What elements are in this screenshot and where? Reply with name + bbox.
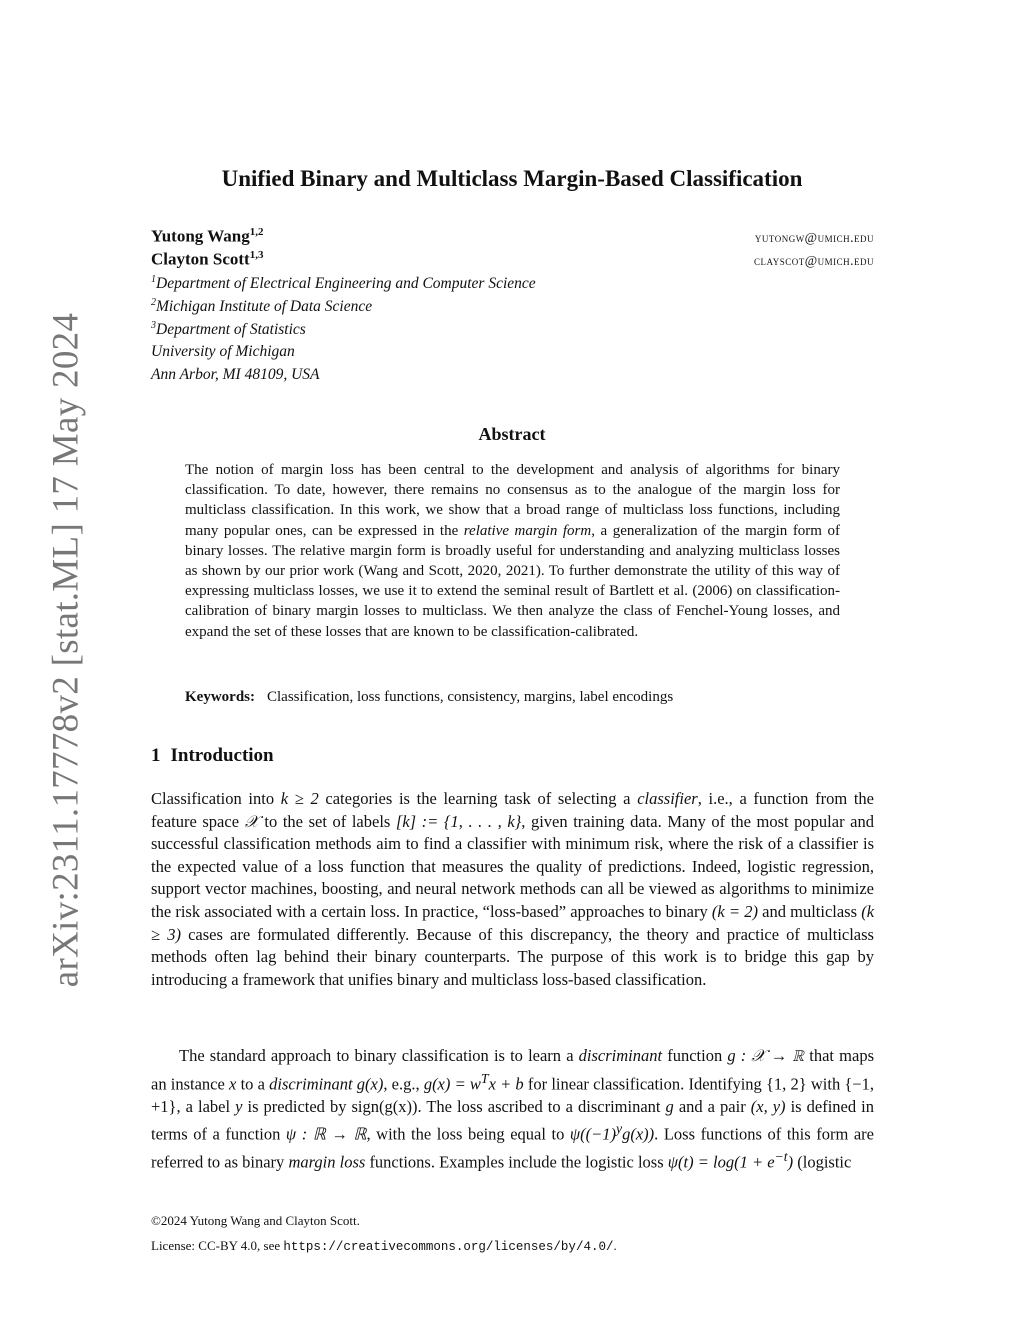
text: function — [662, 1046, 728, 1065]
abstract-body — [185, 460, 840, 642]
affil-text: Department of Electrical Engineering and Computer Science — [156, 275, 536, 293]
author-email[interactable]: yutongw@umich.edu — [754, 230, 874, 245]
math: g(x) = w — [423, 1074, 481, 1094]
affiliation — [151, 320, 306, 339]
affil-text: Ann Arbor, MI 48109, USA — [151, 366, 320, 383]
text: with — [806, 1074, 845, 1094]
license-notice — [151, 1238, 617, 1254]
emphasis: discriminant — [269, 1074, 353, 1094]
text: , a label — [176, 1096, 236, 1116]
text: , given training data. Many of the most popular and successful classification methods aim to find a classifier with minimum risk, where the risk of a classifier is the expected value of a loss function that measures the quality of predictions. Indeed, logistic regression, support vector machines, boosting, and neural network methods can all be viewed as algorithms to minimize the risk associated with a certain loss. In practice, “loss-based” approaches to binary — [151, 811, 874, 921]
keywords — [185, 689, 840, 706]
math: y — [235, 1096, 243, 1116]
math: g — [665, 1096, 674, 1116]
math: {−1, +1} — [151, 1074, 874, 1116]
author-1 — [151, 226, 264, 247]
text: The standard approach to binary classification is to learn a — [179, 1046, 579, 1065]
text: and a pair — [673, 1096, 751, 1116]
math: g(x)) — [622, 1124, 655, 1144]
math: (k = 2) — [711, 901, 758, 921]
keywords-label: Keywords: — [185, 689, 255, 705]
section-title: Introduction — [170, 745, 274, 766]
author-name: Clayton Scott — [151, 249, 250, 269]
keywords-text: Classification, loss functions, consistency, margins, label encodings — [267, 689, 674, 705]
text: is predicted by — [242, 1096, 352, 1116]
math: [k] := {1, . . . , k} — [395, 811, 522, 831]
author-affil-marker: 1,2 — [249, 226, 264, 238]
affil-marker: 1 — [151, 274, 156, 285]
math: 𝒳 — [244, 811, 259, 831]
abstract-emphasis: relative margin form — [463, 522, 592, 539]
license-text: . — [613, 1238, 617, 1253]
license-link[interactable]: https://creativecommons.org/licenses/by/4.0/ — [283, 1240, 614, 1254]
math: g : 𝒳 → ℝ — [727, 1046, 805, 1065]
affil-text: Michigan Institute of Data Science — [156, 298, 373, 316]
text: and multiclass — [757, 901, 862, 921]
math-superscript: T — [480, 1070, 489, 1086]
paper-title: Unified Binary and Multiclass Margin-Based Classification — [221, 166, 803, 191]
affiliation — [151, 297, 372, 316]
author-affil-marker: 1,3 — [249, 249, 264, 261]
math: ) — [787, 1152, 794, 1172]
emphasis: classifier — [637, 789, 698, 808]
math-superscript: −t — [774, 1149, 788, 1165]
math: ψ((−1) — [569, 1124, 616, 1144]
license-text: License: CC-BY 4.0, see — [151, 1238, 284, 1253]
math: k ≥ 2 — [280, 789, 319, 808]
body-paragraph — [151, 1045, 874, 1174]
affil-marker: 3 — [151, 320, 156, 331]
text: is defined in terms of a function — [151, 1096, 874, 1144]
text: . The loss ascribed to a discriminant — [417, 1096, 666, 1116]
text: (logistic — [793, 1152, 852, 1172]
text: categories is the learning task of selecting a — [318, 789, 638, 808]
math: ψ : ℝ → ℝ — [285, 1124, 367, 1144]
text: Classification into — [151, 789, 281, 808]
affiliation — [151, 274, 536, 293]
section-heading — [151, 745, 274, 767]
math-superscript: y — [616, 1121, 623, 1137]
text: . Loss functions of this form are referred to as binary — [151, 1124, 874, 1172]
text: that maps an instance — [151, 1046, 874, 1094]
section-number: 1 — [151, 745, 161, 766]
text: to the set of labels — [258, 811, 396, 831]
affil-marker: 2 — [151, 297, 156, 308]
text: cases are formulated differently. Because of this discrepancy, the theory and practice of multiclass methods often lag behind their binary counterparts. The purpose of this work is to bridge this gap by introducing a framework that unifies binary and multiclass loss-based classification. — [151, 924, 874, 989]
body-paragraph — [151, 788, 874, 991]
affil-text: University of Michigan — [151, 343, 295, 360]
math: sign(g(x)) — [351, 1096, 418, 1116]
math: (k ≥ 3) — [151, 901, 875, 944]
emphasis: discriminant — [578, 1046, 663, 1065]
text: , i.e., a function from the feature space — [151, 789, 874, 831]
affiliation — [151, 366, 320, 384]
text: functions. Examples include the logistic loss — [365, 1152, 668, 1172]
affil-text: Department of Statistics — [156, 321, 306, 339]
author-name: Yutong Wang — [151, 226, 250, 246]
text: , with the loss being equal to — [366, 1124, 570, 1144]
copyright-notice: ©2024 Yutong Wang and Clayton Scott. — [151, 1213, 360, 1228]
math: x + b — [488, 1074, 524, 1094]
math: (x, y) — [750, 1096, 786, 1116]
math: ψ(t) = log(1 + e — [667, 1152, 775, 1172]
text: , e.g., — [383, 1074, 424, 1094]
affiliation — [151, 343, 295, 361]
abstract-text: The notion of margin loss has been central to the development and analysis of algorithms for binary classification. To date, however, there remains no consensus as to the analogue of the margin loss for multiclass classification. In this work, we show that a broad range of multiclass loss functions, including many popular ones, can be expressed in the — [185, 462, 840, 539]
math: x — [229, 1074, 237, 1094]
abstract-text: , a generalization of the margin form of binary losses. The relative margin form is broadly useful for understanding and analyzing multiclass losses as shown by our prior work (Wang and Scott, 2020, 2021). To further demonstrate the utility of this way of expressing multiclass losses, we use it to extend the seminal result of Bartlett et al. (2006) on classification-calibration of binary margin losses to multiclass. We then analyze the class of Fenchel-Young losses, and expand the set of these losses that are known to be classification-calibrated. — [185, 522, 841, 640]
text: for linear classification. Identifying — [523, 1074, 766, 1094]
emphasis: margin loss — [288, 1152, 366, 1172]
arxiv-stamp: arXiv:2311.17778v2 [stat.ML] 17 May 2024 — [45, 312, 87, 988]
abstract-heading: Abstract — [478, 424, 546, 444]
math: {1, 2} — [765, 1074, 807, 1094]
math: g(x) — [352, 1074, 384, 1094]
text: to a — [236, 1074, 270, 1094]
author-2 — [151, 249, 263, 270]
author-email[interactable]: clayscot@umich.edu — [754, 253, 874, 268]
